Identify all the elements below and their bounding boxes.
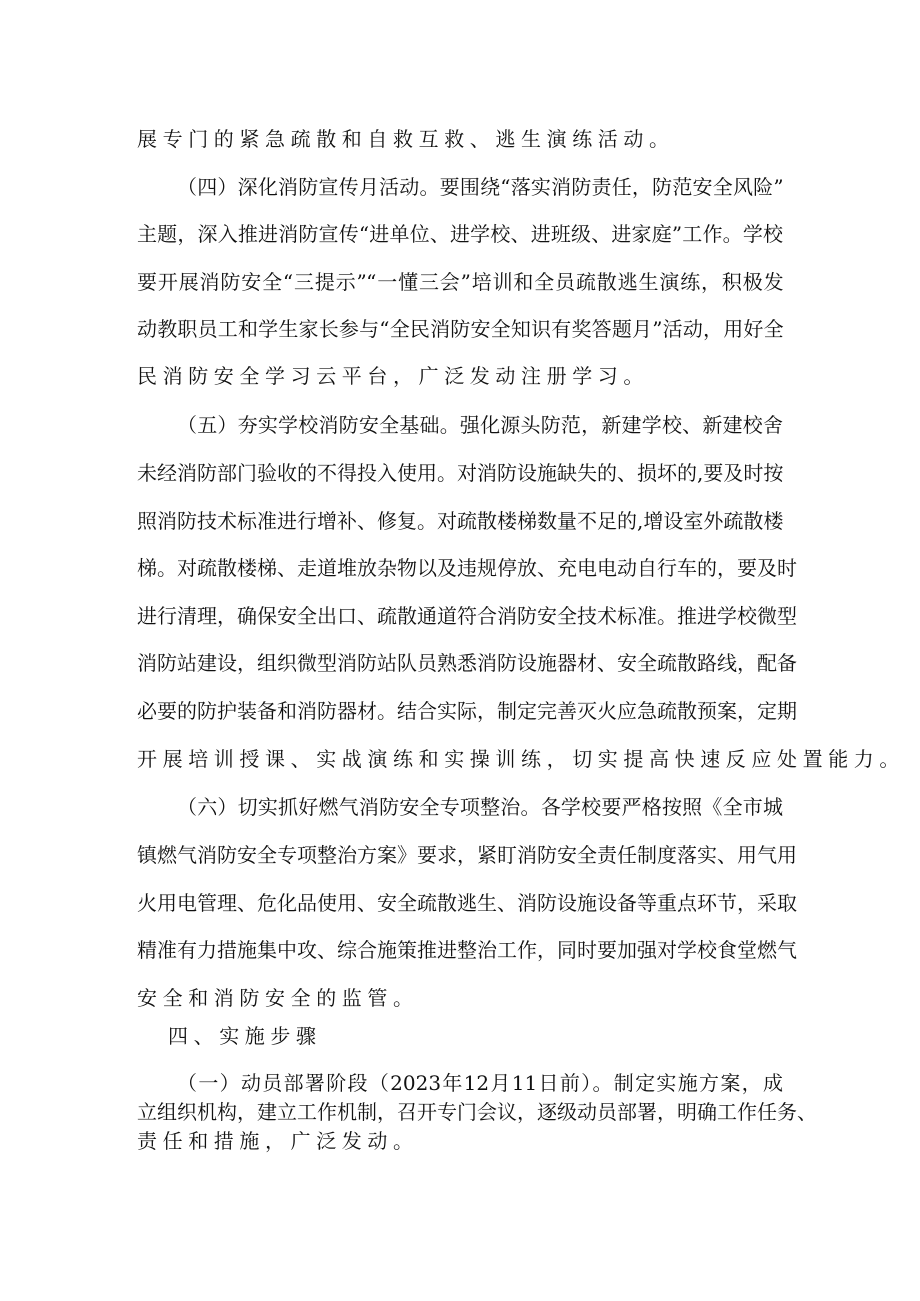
paragraph-line: 主题，深入推进消防宣传“进单位、进学校、进班级、进家庭”工作。学校 — [137, 222, 783, 246]
paragraph-line: 梯。对疏散楼梯、走道堆放杂物以及违规停放、充电电动自行车的，要及时 — [137, 556, 797, 580]
paragraph-line: 消防站建设，组织微型消防站队员熟悉消防设施器材、安全疏散路线，配备 — [137, 651, 797, 675]
paragraph-line: 精准有力措施集中攻、综合施策推进整治工作，同时要加强对学校食堂燃气 — [137, 938, 797, 962]
paragraph-line: 未经消防部门验收的不得投入使用。对消防设施缺失的、损坏的,要及时按 — [137, 461, 784, 485]
paragraph-line: （五）夯实学校消防安全基础。强化源头防范，新建学校、新建校舍 — [177, 413, 783, 437]
paragraph-line: 必要的防护装备和消防器材。结合实际，制定完善灭火应急疏散预案，定期 — [137, 699, 797, 723]
paragraph-line: （一）动员部署阶段（2023年12月11日前）。制定实施方案，成 — [177, 1071, 783, 1095]
paragraph-line: 立组织机构，建立工作机制，召开专门会议，逐级动员部署，明确工作任务、 — [137, 1100, 817, 1124]
paragraph-line: 照消防技术标准进行增补、修复。对疏散楼梯数量不足的,增设室外疏散楼 — [137, 509, 784, 533]
paragraph-line: 要开展消防安全“三提示”“一懂三会”培训和全员疏散逃生演练，积极发 — [137, 270, 783, 294]
paragraph-line: 进行清理，确保安全出口、疏散通道符合消防安全技术标准。推进学校微型 — [137, 604, 797, 628]
paragraph-line: 民消防安全学习云平台，广泛发动注册学习。 — [137, 364, 649, 388]
paragraph-line: 展专门的紧急疏散和自救互救、逃生演练活动。 — [137, 127, 675, 151]
section-heading: 四、实施步骤 — [168, 1024, 322, 1048]
paragraph-line: 开展培训授课、实战演练和实操训练，切实提高快速反应处置能力。 — [137, 747, 905, 771]
paragraph-line: 镇燃气消防安全专项整治方案》要求，紧盯消防安全责任制度落实、用气用 — [137, 843, 797, 867]
paragraph-line: 责任和措施，广泛发动。 — [137, 1129, 419, 1153]
paragraph-line: 安全和消防安全的监管。 — [137, 986, 419, 1010]
paragraph-line: （六）切实抓好燃气消防安全专项整治。各学校要严格按照《全市城 — [177, 795, 783, 819]
paragraph-line: （四）深化消防宣传月活动。要围绕“落实消防责任，防范安全风险” — [177, 175, 783, 199]
paragraph-line: 火用电管理、危化品使用、安全疏散逃生、消防设施设备等重点环节，采取 — [137, 891, 797, 915]
paragraph-line: 动教职员工和学生家长参与“全民消防安全知识有奖答题月”活动，用好全 — [137, 317, 783, 341]
